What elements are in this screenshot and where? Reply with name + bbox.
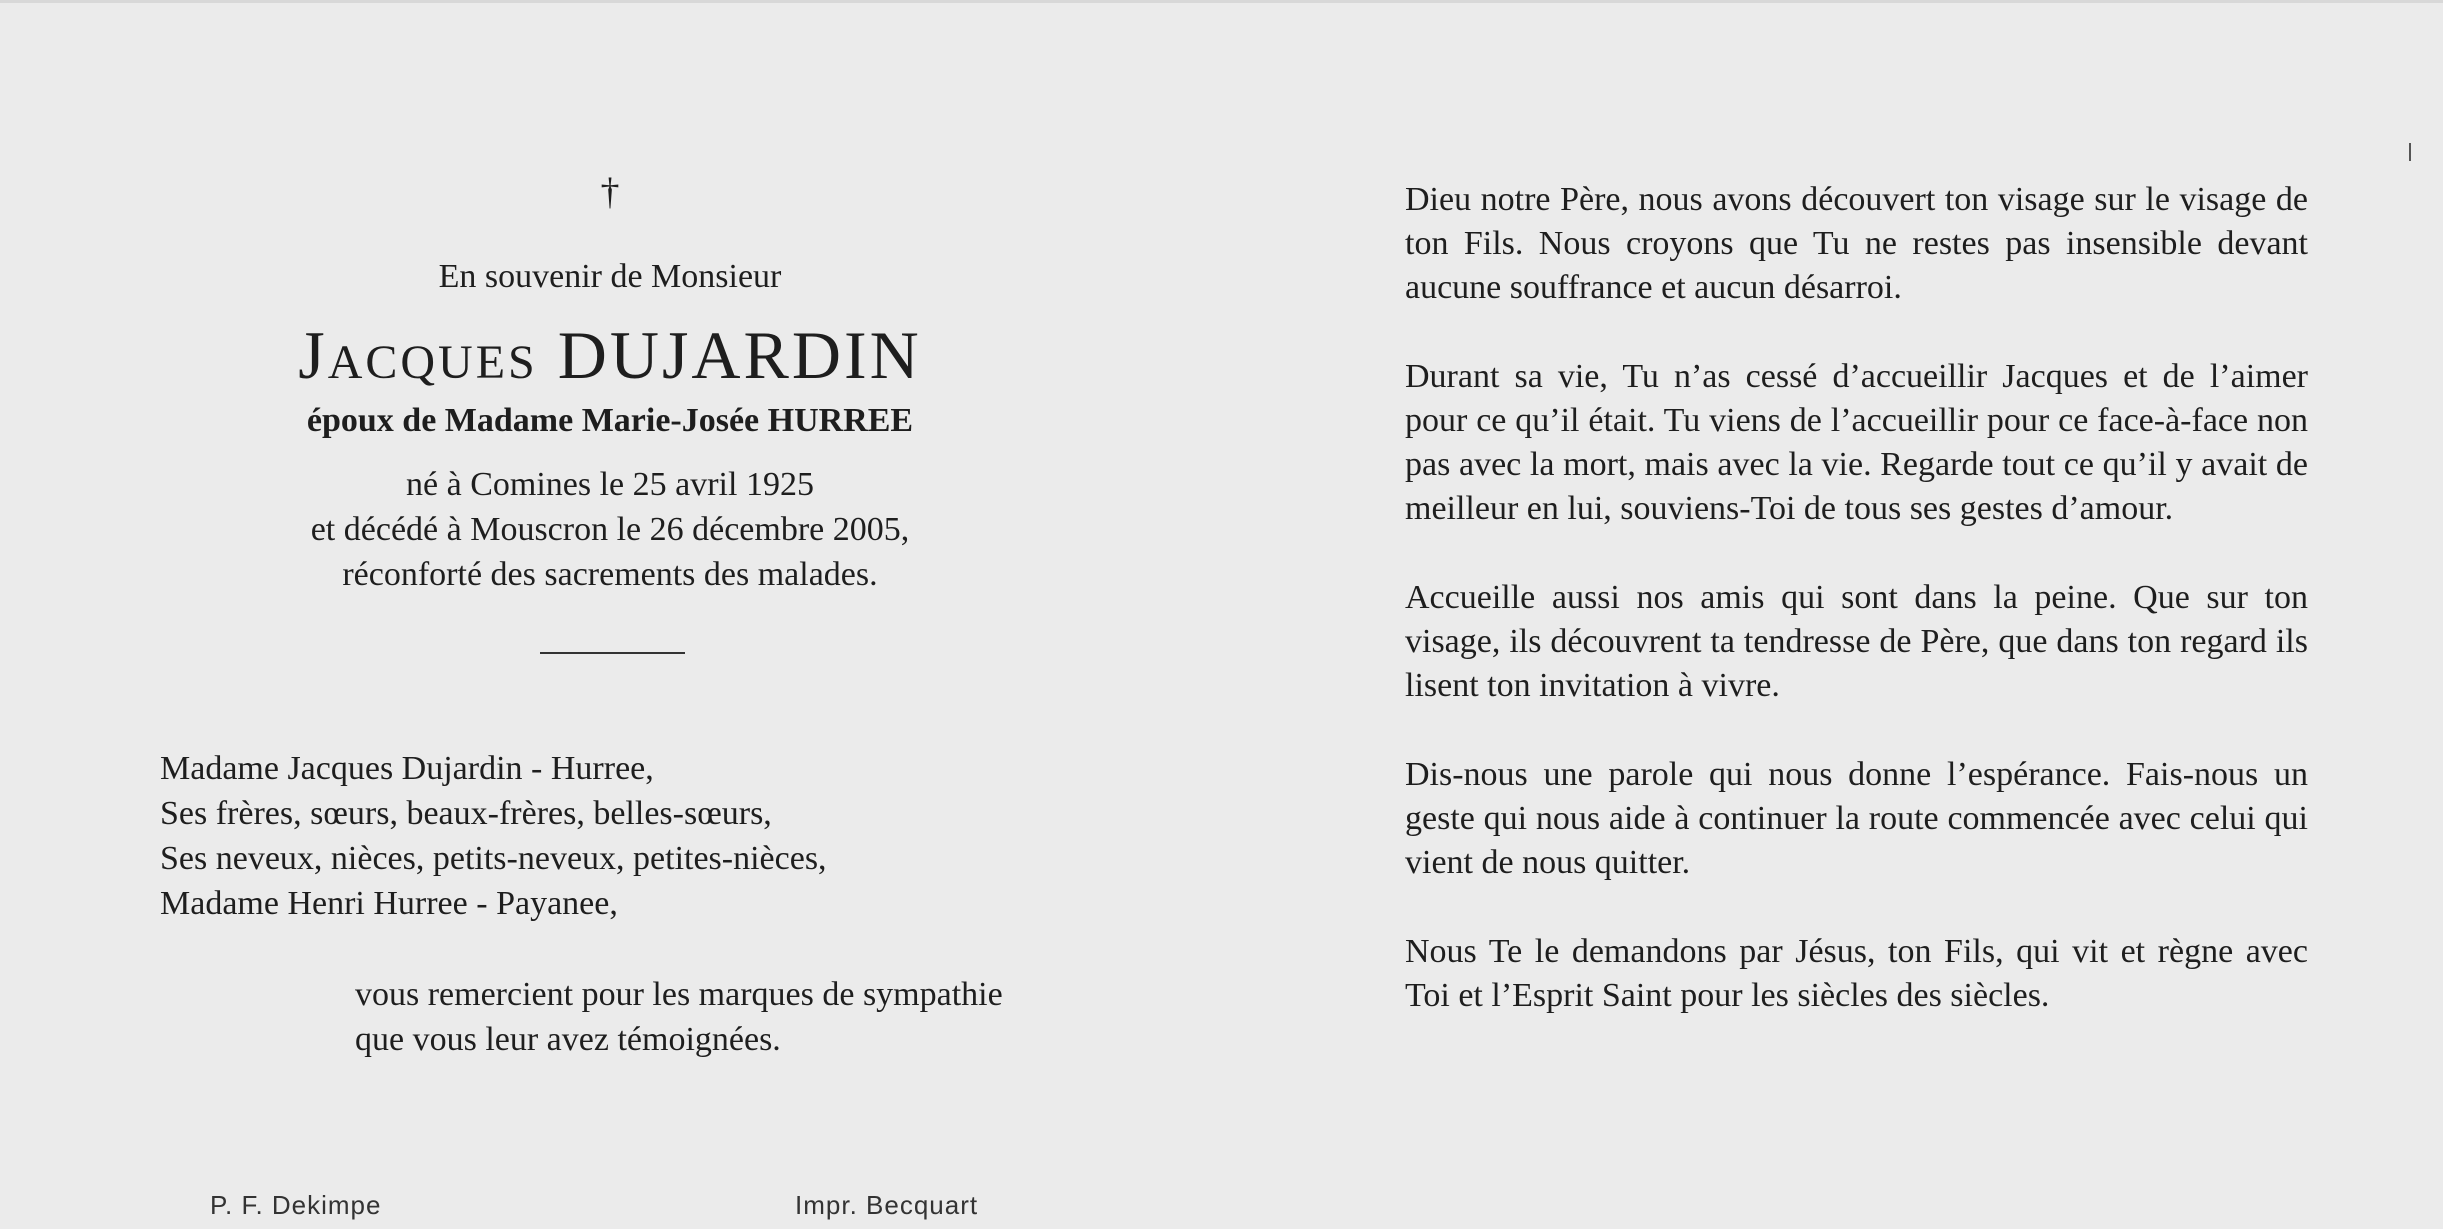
- family-member: Madame Henri Hurree - Payanee,: [160, 885, 618, 922]
- thanks-line: vous remercient pour les marques de sympathie: [355, 976, 1003, 1013]
- margin-mark: [2409, 143, 2411, 161]
- sacraments-line: réconforté des sacrements des malades.: [342, 556, 878, 593]
- card-top-edge: [0, 0, 2443, 3]
- printer-credit: Impr. Becquart: [795, 1190, 979, 1220]
- deceased-name: [160, 316, 1060, 395]
- family-member: Madame Jacques Dujardin - Hurree,: [160, 750, 654, 787]
- death-line: et décédé à Mouscron le 26 décembre 2005,: [310, 511, 910, 548]
- prayer-paragraph: Dieu notre Père, nous avons découvert ton visage sur le visage de ton Fils. Nous croyons que Tu ne restes pas insensible devant aucune souffrance et aucun désarroi.: [1405, 181, 2308, 306]
- family-member: Ses neveux, nièces, petits-neveux, petites-nièces,: [160, 840, 827, 877]
- last-name: DUJARDIN: [557, 317, 922, 393]
- dates-block: [160, 462, 1060, 597]
- first-name: Jacques: [298, 317, 538, 393]
- prayer-paragraph: Accueille aussi nos amis qui sont dans la peine. Que sur ton visage, ils découvrent ta tendresse de Père, que dans ton regard ils lisent ton invitation à vivre.: [1405, 579, 2308, 704]
- spouse-line: époux de Madame Marie-Josée HURREE: [306, 402, 914, 439]
- prayer-paragraph: Nous Te le demandons par Jésus, ton Fils, qui vit et règne avec Toi et l’Esprit Saint pour les siècles des siècles.: [1405, 933, 2308, 1014]
- prayer-paragraph: Durant sa vie, Tu n’as cessé d’accueillir Jacques et de l’aimer pour ce qu’il était. Tu viens de l’accueillir pour ce face-à-face non pas avec la mort, mais avec la vie. Regarde tout ce qu’il y avait de meilleur en lui, souviens-Toi de tous ses gestes d’amour.: [1405, 358, 2308, 527]
- prayer-text: [1405, 178, 2308, 1063]
- cross-symbol: †: [600, 171, 620, 213]
- family-member: Ses frères, sœurs, beaux-frères, belles-sœurs,: [160, 795, 772, 832]
- intro-line: En souvenir de Monsieur: [438, 258, 782, 295]
- divider: [540, 652, 685, 654]
- birth-line: né à Comines le 25 avril 1925: [406, 466, 814, 503]
- funeral-home-credit: P. F. Dekimpe: [210, 1190, 382, 1220]
- prayer-paragraph: Dis-nous une parole qui nous donne l’espérance. Fais-nous un geste qui nous aide à continuer la route commencée avec celui qui vient de nous quitter.: [1405, 756, 2308, 881]
- thanks-block: [355, 972, 1003, 1062]
- thanks-line: que vous leur avez témoignées.: [355, 1021, 781, 1058]
- family-list: [160, 746, 827, 926]
